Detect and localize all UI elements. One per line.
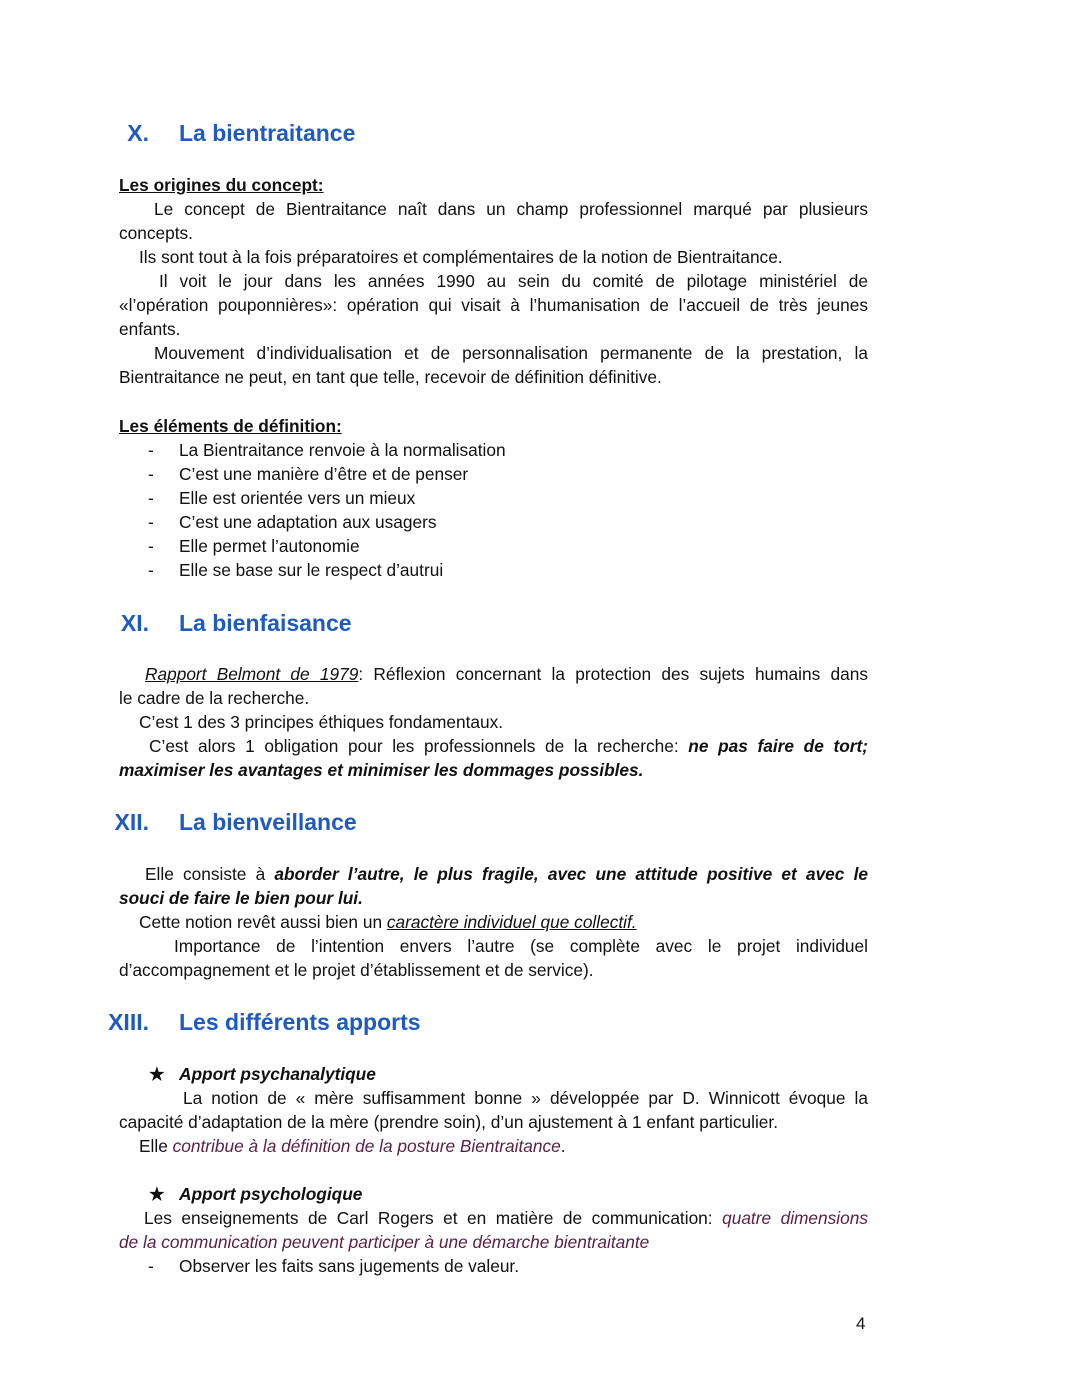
paragraph: souci de faire le bien pour lui. (119, 888, 363, 908)
section-title: La bientraitance (179, 120, 356, 146)
star-icon: ★ (149, 1064, 165, 1084)
paragraph: le cadre de la recherche. (119, 688, 310, 708)
list-item: - Elle permet l’autonomie (148, 536, 360, 556)
paragraph: d’accompagnement et le projet d’établissement et de service). (119, 960, 594, 980)
paragraph: Mouvement d’individualisation et de personnalisation permanente de la prestation, la (154, 343, 868, 363)
section-number: XII. (114, 809, 149, 835)
page-number: 4 (856, 1314, 866, 1333)
paragraph: maximiser les avantages et minimiser les dommages possibles. (119, 760, 644, 780)
paragraph: Elle consiste à aborder l’autre, le plus fragile, avec une attitude positive et avec le (145, 864, 868, 884)
list-item: - Elle se base sur le respect d’autrui (148, 560, 444, 580)
paragraph: La notion de « mère suffisamment bonne » développée par D. Winnicott évoque la (183, 1088, 868, 1108)
paragraph: enfants. (119, 319, 181, 339)
paragraph: Importance de l’intention envers l’autre (se complète avec le projet individuel (174, 936, 868, 956)
paragraph: C’est 1 des 3 principes éthiques fondamentaux. (139, 712, 504, 732)
apport-heading: ★ Apport psychanalytique (149, 1064, 376, 1084)
list-item: - La Bientraitance renvoie à la normalisation (148, 440, 506, 460)
section-title: Les différents apports (179, 1009, 421, 1035)
paragraph: Il voit le jour dans les années 1990 au sein du comité de pilotage ministériel de (159, 271, 868, 291)
bienveillance-block (119, 862, 868, 982)
communication-list (119, 1254, 868, 1278)
section-number: X. (127, 120, 149, 146)
paragraph: Les enseignements de Carl Rogers et en matière de communication: quatre dimensions (144, 1208, 868, 1228)
belmont-report-reference: Rapport Belmont de 1979 (145, 664, 359, 684)
paragraph: de la communication peuvent participer à une démarche bientraitante (119, 1232, 650, 1252)
bienfaisance-block (119, 662, 868, 782)
apport-psychologique-block (119, 1182, 868, 1278)
section-number: XI. (120, 610, 149, 636)
paragraph: concepts. (119, 223, 193, 243)
paragraph: Rapport Belmont de 1979: Réflexion concernant la protection des sujets humains dans (145, 664, 868, 684)
paragraph: Bientraitance ne peut, en tant que telle, recevoir de définition définitive. (119, 367, 662, 387)
section-title: La bienveillance (179, 809, 357, 835)
paragraph: C’est alors 1 obligation pour les professionnels de la recherche: ne pas faire de tort; (149, 736, 868, 756)
list-item: - Elle est orientée vers un mieux (148, 488, 416, 508)
subheading-origins: Les origines du concept: (119, 175, 324, 195)
definition-list (119, 438, 868, 582)
definition-block (119, 414, 868, 582)
apport-heading: ★ Apport psychologique (149, 1184, 363, 1204)
subheading-definition: Les éléments de définition: (119, 416, 342, 436)
list-item: - C’est une adaptation aux usagers (148, 512, 437, 532)
paragraph: capacité d’adaptation de la mère (prendre soin), d’un ajustement à 1 enfant particulier. (119, 1112, 779, 1132)
section-number: XIII. (108, 1009, 149, 1035)
paragraph: Cette notion revêt aussi bien un caractère individuel que collectif. (139, 912, 637, 932)
origins-block (119, 173, 868, 389)
section-title: La bienfaisance (179, 610, 352, 636)
paragraph: «l’opération pouponnières»: opération qui visait à l’humanisation de l’accueil de très jeunes (119, 295, 868, 315)
star-icon: ★ (149, 1184, 165, 1204)
list-item: - C’est une manière d’être et de penser (148, 464, 469, 484)
paragraph: Le concept de Bientraitance naît dans un champ professionnel marqué par plusieurs (154, 199, 868, 219)
paragraph: Ils sont tout à la fois préparatoires et complémentaires de la notion de Bientraitance. (139, 247, 783, 267)
apport-psychanalytique-block (119, 1062, 868, 1158)
list-item: - Observer les faits sans jugements de valeur. (148, 1256, 520, 1276)
paragraph: Elle contribue à la définition de la posture Bientraitance. (139, 1136, 566, 1156)
